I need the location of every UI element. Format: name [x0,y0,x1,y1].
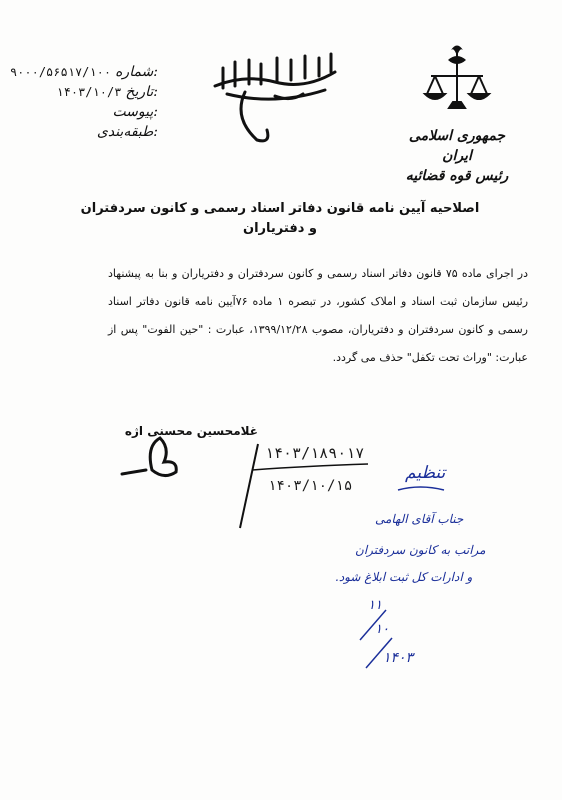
handwritten-note-year: ۱۴۰۳ [383,650,414,666]
attachment-label: پیوست: [112,104,158,120]
letter-number-label: شماره: [115,64,158,80]
letter-metadata [8,62,158,142]
org-name-line-2: رئیس قوه قضائیه [405,168,509,184]
handwritten-note-day: ۱۱ [368,598,382,613]
date-stamp-slash [240,444,258,528]
letter-number-row [8,62,158,82]
letter-date-label: تاریخ: [125,84,158,100]
handwritten-note-month: ۱۰ [375,622,389,637]
signature-mark [122,438,176,476]
basmala-text [215,150,225,151]
document-title: اصلاحیه آیین نامه قانون دفاتر اسناد رسمی و کانون سردفتران و دفتریاران [80,201,480,236]
handwritten-note-line-3: و ادارات کل ثبت ابلاغ شود. [335,570,473,584]
letter-date-value: ۱۴۰۳/۱۰/۳ [56,85,122,99]
letterhead-emblem-block [392,42,522,186]
org-name-line-1: جمهوری اسلامی ایران [408,128,506,164]
document-body: در اجرای ماده ۷۵ قانون دفاتر اسناد رسمی و کانون سردفتران و دفتریاران و بنا به پیشنهاد رئیس سازمان ثبت اسناد و املاک کشور، در تبصره ۱ ماده ۷۶آیین نامه قانون دفاتر اسناد رسمی و کانون سردفتران و دفتریاران، مصوب ۱۳۹۹/۱۲/۲۸، عبارت : "حین الفوت" پس از عبارت: "وراث تحت تکفل" حذف می گردد. [108,267,529,364]
basmala-calligraphy [205,48,345,148]
handwritten-note-line-1: جناب آقای الهامی [375,512,464,526]
letter-number-value: ۹۰۰۰/۵۶۵۱۷/۱۰۰ [9,65,112,79]
handwritten-note-line-2: مراتب به کانون سردفتران [355,543,486,557]
letter-date-row [8,82,158,102]
handwritten-date-stamp-2: ۱۴۰۳/۱۰/۱۵ [268,478,353,494]
attachment-row [8,102,158,122]
signer-name: غلامحسین محسنی اژه [124,424,258,438]
date-stamp-underline [252,464,368,470]
handwritten-tanzim: تنظیم [405,463,446,483]
judiciary-scales-emblem-icon [417,42,497,122]
classification-label: طبقه‌بندی: [96,124,158,140]
handwritten-date-stamp-1: ۱۴۰۳/۱۸۹۰۱۷ [265,444,365,462]
classification-row [8,122,158,142]
tanzim-underline [398,487,444,490]
